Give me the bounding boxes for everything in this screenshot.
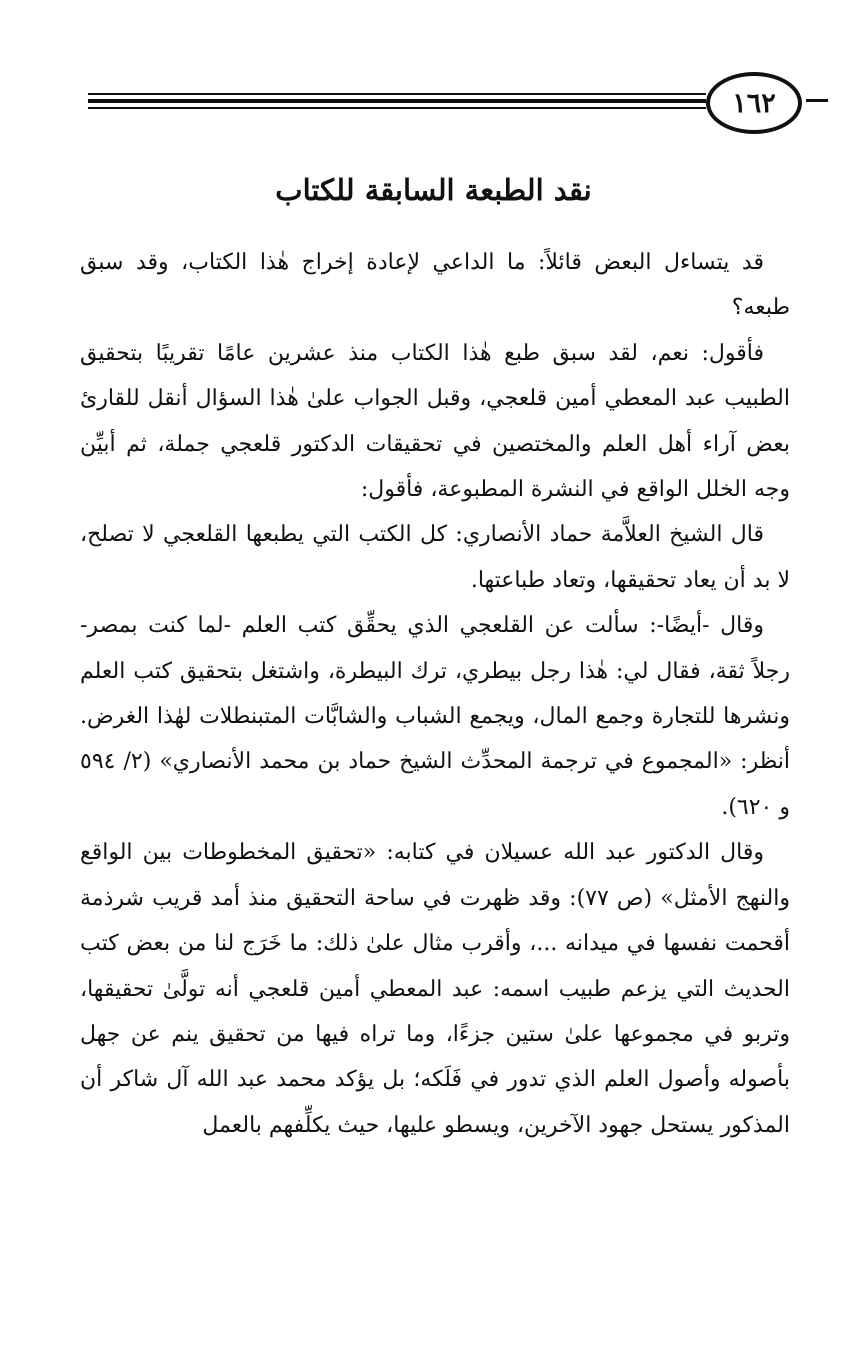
paragraph: وقال الدكتور عبد الله عسيلان في كتابه: «تحقيق المخطوطات بين الواقع والنهج الأمثل» (ص ٧٧): وقد ظهرت في ساحة التحقيق منذ أمد قريب شرذمة أقحمت نفسها في ميدانه ...، وأقرب مثال علىٰ ذلك: ما خَرَج لنا من بعض كتب الحديث التي يزعم طبيب اسمه: عبد المعطي أمين قلعجي أنه تولَّىٰ تحقيقها، وتربو في مجموعها علىٰ ستين جزءًا، وما تراه فيها من تحقيق ينم عن جهل بأصوله وأصول العلم الذي تدور في فَلَكه؛ بل يؤكد محمد عبد الله آل شاكر أن المذكور يستحل جهود الآخرين، ويسطو عليها، حيث يكلِّفهم بالعمل (80, 840, 790, 1138)
header-rule (88, 93, 706, 95)
page-number-ring (706, 72, 802, 134)
paragraph: قال الشيخ العلاَّمة حماد الأنصاري: كل الكتب التي يطبعها القلعجي لا تصلح، لا بد أن يعاد تحقيقها، وتعاد طباعتها. (80, 522, 790, 593)
header-rule (88, 107, 706, 109)
paragraph: وقال -أيضًا-: سألت عن القلعجي الذي يحقِّق كتب العلم -لما كنت بمصر- رجلاً ثقة، فقال لي: هٰذا رجل بيطري، ترك البيطرة، واشتغل بتحقيق كتب العلم ونشرها للتجارة وجمع المال، ويجمع الشباب والشابَّات المتبنطلات لهٰذا الغرض. أنظر: «المجموع في ترجمة المحدِّث الشيخ حماد بن محمد الأنصاري» (٢/ ٥٩٤ و ٦٢٠). (80, 613, 790, 820)
paragraph: قد يتساءل البعض قائلاً: ما الداعي لإعادة إخراج هٰذا الكتاب، وقد سبق طبعه؟ (80, 250, 790, 321)
header-rule (88, 99, 706, 103)
body-text (80, 240, 790, 1148)
section-title: نقد الطبعة السابقة للكتاب (275, 173, 592, 207)
page-number: ١٦٢ (732, 87, 776, 119)
header-rule-tail (806, 99, 828, 102)
paragraph: فأقول: نعم، لقد سبق طبع هٰذا الكتاب منذ عشرين عامًا تقريبًا بتحقيق الطبيب عبد المعطي أمين قلعجي، وقبل الجواب علىٰ هٰذا السؤال أنقل للقارئ بعض آراء أهل العلم والمختصين في تحقيقات الدكتور قلعجي جملة، ثم أبيِّن وجه الخلل الواقع في النشرة المطبوعة، فأقول: (80, 340, 790, 503)
